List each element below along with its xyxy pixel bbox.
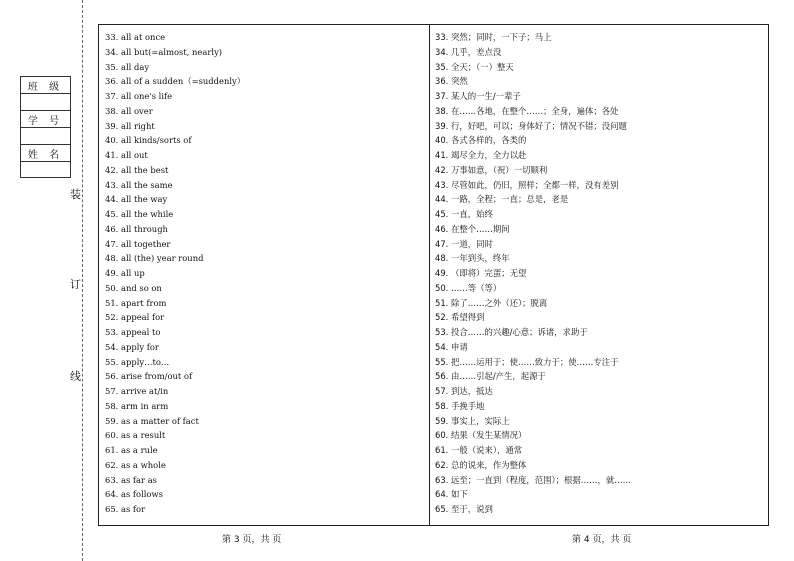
phrase-item: 61. as a rule bbox=[105, 445, 158, 455]
chinese-meaning-list bbox=[435, 30, 765, 517]
meaning-item: 48. 一年到头，终年 bbox=[435, 253, 510, 264]
name-label: 姓 名 bbox=[21, 145, 70, 162]
page-number-right: 第 4 页，共 页 bbox=[572, 535, 632, 545]
phrase-item: 44. all the way bbox=[105, 194, 168, 205]
meaning-item: 51. 除了……之外（还）；脱离 bbox=[435, 297, 548, 308]
meaning-item: 65. 至于，说到 bbox=[435, 504, 493, 514]
meaning-item: 42. 万事如意，（祝）一切顺利 bbox=[435, 164, 548, 175]
phrase-item: 53. appeal to bbox=[105, 327, 161, 337]
phrase-item: 49. all up bbox=[105, 268, 145, 278]
meaning-item: 49. （即将）完蛋；无望 bbox=[435, 268, 527, 278]
phrase-item: 55. apply…to… bbox=[105, 356, 170, 367]
phrase-item: 56. arise from/out of bbox=[105, 371, 193, 382]
meaning-item: 35. 全天；（一）整天 bbox=[435, 61, 514, 72]
meaning-item: 52. 希望得到 bbox=[435, 312, 485, 323]
meaning-item: 39. 行，好吧，可以；身体好了；情况不错；没问题 bbox=[435, 120, 627, 131]
phrase-item: 57. arrive at/in bbox=[105, 386, 169, 396]
binding-char-xian: 线 bbox=[70, 370, 81, 383]
phrase-item: 63. as far as bbox=[105, 474, 157, 485]
phrase-item: 37. all one's life bbox=[105, 91, 173, 101]
meaning-item: 40. 各式各样的，各类的 bbox=[435, 135, 527, 146]
phrase-item: 34. all but(=almost, nearly) bbox=[105, 46, 223, 57]
meaning-item: 41. 竭尽全力，全力以赴 bbox=[435, 150, 527, 160]
phrase-item: 54. apply for bbox=[105, 341, 159, 352]
phrase-item: 59. as a matter of fact bbox=[105, 415, 199, 426]
meaning-item: 33. 突然；同时，一下子；马上 bbox=[435, 32, 552, 42]
student-info-table bbox=[20, 76, 71, 178]
phrase-item: 58. arm in arm bbox=[105, 400, 169, 411]
page-number-left: 第 3 页，共 页 bbox=[222, 535, 282, 545]
binding-line bbox=[82, 0, 83, 561]
phrase-item: 45. all the while bbox=[105, 209, 174, 219]
meaning-item: 57. 到达，抵达 bbox=[435, 386, 493, 396]
phrase-item: 35. all day bbox=[105, 61, 150, 72]
meaning-item: 37. 某人的一生/一辈子 bbox=[435, 91, 521, 101]
meaning-item: 44. 一路，全程；一直；总是，老是 bbox=[435, 194, 569, 205]
meaning-item: 58. 手挽手地 bbox=[435, 400, 485, 411]
binding-char-ding: 订 bbox=[70, 278, 81, 291]
meaning-item: 53. 投合……的兴趣/心意；诉诸，求助于 bbox=[435, 327, 588, 337]
phrase-item: 41. all out bbox=[105, 150, 148, 160]
meaning-item: 61. 一般（说来），通常 bbox=[435, 445, 523, 455]
english-phrase-list bbox=[105, 30, 423, 517]
meaning-item: 45. 一直，始终 bbox=[435, 209, 493, 219]
class-label: 班 级 bbox=[21, 77, 70, 94]
phrase-item: 52. appeal for bbox=[105, 312, 165, 323]
meaning-item: 63. 远至；一直到（程度，范围）；根据……，就…… bbox=[435, 474, 632, 485]
meaning-item: 62. 总的说来，作为整体 bbox=[435, 459, 527, 470]
phrase-item: 38. all over bbox=[105, 105, 153, 116]
class-field[interactable] bbox=[21, 94, 70, 111]
meaning-item: 55. 把……运用于；使……致力于；使……专注于 bbox=[435, 356, 619, 367]
binding-char-zhuang: 装 bbox=[70, 188, 81, 201]
phrase-item: 39. all right bbox=[105, 120, 155, 131]
meaning-item: 47. 一道，同时 bbox=[435, 238, 493, 249]
phrase-item: 42. all the best bbox=[105, 164, 169, 175]
meaning-item: 34. 几乎，差点没 bbox=[435, 46, 502, 57]
column-divider bbox=[429, 24, 430, 526]
meaning-item: 60. 结果（发生某情况） bbox=[435, 430, 527, 441]
phrase-item: 33. all at once bbox=[105, 32, 166, 42]
phrase-item: 62. as a whole bbox=[105, 459, 166, 470]
meaning-item: 54. 申请 bbox=[435, 341, 468, 352]
meaning-item: 56. 由……引起/产生，起源于 bbox=[435, 371, 546, 382]
phrase-item: 65. as for bbox=[105, 504, 146, 514]
student-number-field[interactable] bbox=[21, 128, 70, 145]
phrase-item: 51. apart from bbox=[105, 297, 167, 308]
phrase-item: 36. all of a sudden（=suddenly） bbox=[105, 76, 246, 87]
meaning-item: 59. 事实上，实际上 bbox=[435, 415, 510, 426]
phrase-item: 46. all through bbox=[105, 223, 168, 234]
meaning-item: 64. 如下 bbox=[435, 489, 468, 500]
phrase-item: 48. all (the) year round bbox=[105, 253, 204, 264]
phrase-item: 64. as follows bbox=[105, 489, 163, 500]
phrase-item: 40. all kinds/sorts of bbox=[105, 135, 192, 146]
meaning-item: 43. 尽管如此，仍旧，照样；全都一样，没有差别 bbox=[435, 179, 619, 190]
name-field[interactable] bbox=[21, 162, 70, 179]
phrase-item: 47. all together bbox=[105, 238, 171, 249]
phrase-item: 50. and so on bbox=[105, 282, 162, 293]
meaning-item: 38. 在……各地，在整个……；全身，遍体；各处 bbox=[435, 105, 619, 116]
meaning-item: 46. 在整个……期间 bbox=[435, 223, 510, 234]
phrase-item: 60. as a result bbox=[105, 430, 166, 441]
meaning-item: 50. ……等（等） bbox=[435, 282, 502, 293]
meaning-item: 36. 突然 bbox=[435, 76, 468, 87]
student-number-label: 学 号 bbox=[21, 111, 70, 128]
phrase-item: 43. all the same bbox=[105, 179, 173, 190]
